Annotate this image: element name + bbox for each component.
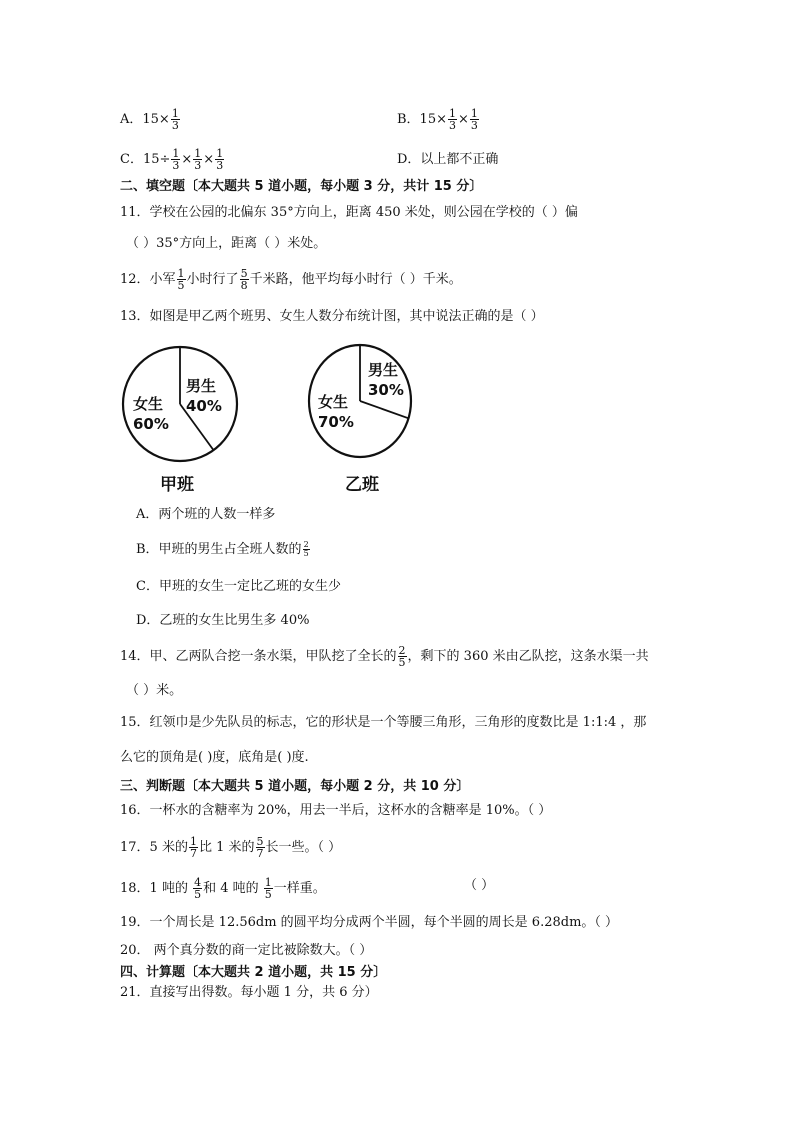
fraction: $\frac{1}{5}$ bbox=[177, 267, 185, 292]
q13-option-a: A．两个班的人数一样多 bbox=[136, 507, 276, 522]
q11-line1: 11．学校在公园的北偏东 35°方向上，距离 450 米处，则公园在学校的（ ）偏 bbox=[120, 205, 578, 220]
fraction: $\frac{1}{3}$ bbox=[449, 107, 456, 132]
q14-line1: 14．甲、乙两队合挖一条水渠，甲队挖了全长的 $\frac{2}{5}$ ，剩下的 360 米由乙队挖，这条水渠一共 bbox=[120, 644, 649, 669]
q12: 12．小军 $\frac{1}{5}$ 小时行了 $\frac{5}{8}$ 千米路，他平均每小时行（ ）千米。 bbox=[120, 267, 462, 292]
q13-option-b: B．甲班的男生占全班人数的 $\frac{2}{5}$ bbox=[136, 540, 309, 558]
fraction: $\frac{2}{5}$ bbox=[398, 644, 406, 669]
section4-heading: 四、计算题〔本大题共 2 道小题，共 15 分〕 bbox=[120, 965, 387, 980]
fraction: $\frac{1}{5}$ bbox=[264, 876, 272, 901]
q18-answer-paren: （ ） bbox=[464, 878, 495, 893]
q20: 20． 两个真分数的商一定比被除数大。（ ） bbox=[120, 943, 373, 958]
q10-option-c-prefix: C．15÷ bbox=[120, 152, 171, 167]
q13-text: 13．如图是甲乙两个班男、女生人数分布统计图，其中说法正确的是（ ） bbox=[120, 309, 544, 324]
section3-heading: 三、判断题〔本大题共 5 道小题，每小题 2 分，共 10 分〕 bbox=[120, 779, 470, 794]
q10-option-a bbox=[120, 108, 181, 131]
fraction: $\frac{1}{3}$ bbox=[172, 147, 180, 172]
q10-option-d: D．以上都不正确 bbox=[397, 152, 499, 167]
fraction: $\frac{2}{5}$ bbox=[303, 540, 309, 558]
fraction: $\frac{1}{3}$ bbox=[216, 147, 224, 172]
q10-option-b-prefix: B．15× bbox=[397, 112, 447, 127]
q15-line1: 15．红领巾是少先队员的标志，它的形状是一个等腰三角形，三角形的度数比是 1:1:4 ，那 bbox=[120, 715, 647, 730]
pie-label-girls-a: 女生 60% bbox=[133, 395, 169, 433]
pie-title-class-a: 甲班 bbox=[160, 475, 194, 495]
q13-option-c: C．甲班的女生一定比乙班的女生少 bbox=[136, 579, 341, 594]
fraction: $\frac{5}{7}$ bbox=[256, 835, 264, 860]
fraction: $\frac{1}{3}$ bbox=[171, 107, 179, 132]
fraction: $\frac{1}{3}$ bbox=[470, 107, 478, 132]
pie-title-class-b: 乙班 bbox=[345, 475, 379, 495]
q18: 18．1 吨的 $\frac{4}{5}$ 和 4 吨的 $\frac{1}{5}$ 一样重。 bbox=[120, 876, 326, 901]
q11-line2: （ ）35°方向上，距离（ ）米处。 bbox=[126, 236, 327, 251]
q19: 19．一个周长是 12.56dm 的圆平均分成两个半圆，每个半圆的周长是 6.28dm。（ ） bbox=[120, 915, 619, 930]
pie-label-girls-b: 女生 70% bbox=[318, 393, 354, 431]
q10-option-c: C．15÷ $\frac{1}{3}$ × $\frac{1}{3}$ × $\frac{1}{3}$ bbox=[120, 147, 224, 172]
fraction: $\frac{1}{3}$ bbox=[194, 147, 202, 172]
q14-line2: （ ）米。 bbox=[126, 683, 183, 698]
fraction: $\frac{5}{8}$ bbox=[240, 267, 248, 292]
pie-chart-class-b bbox=[306, 342, 414, 460]
pie-label-boys-b: 男生 30% bbox=[368, 361, 404, 399]
pie-chart-class-a bbox=[120, 344, 240, 464]
q10-option-b: B．15× $\frac{1}{3}$ × $\frac{1}{3}$ bbox=[397, 107, 478, 132]
q16: 16．一杯水的含糖率为 20%，用去一半后，这杯水的含糖率是 10%。（ ） bbox=[120, 803, 552, 818]
q15-line2: 么它的顶角是( )度，底角是( )度. bbox=[120, 750, 309, 765]
fraction: $\frac{4}{5}$ bbox=[194, 876, 202, 901]
q13-option-d: D．乙班的女生比男生多 40% bbox=[136, 613, 310, 628]
q10-option-a-prefix: A．15× bbox=[120, 112, 170, 127]
section2-heading: 二、填空题〔本大题共 5 道小题，每小题 3 分，共计 15 分〕 bbox=[120, 179, 483, 194]
fraction: $\frac{1}{7}$ bbox=[189, 835, 197, 860]
q21: 21．直接写出得数。每小题 1 分，共 6 分） bbox=[120, 985, 378, 1000]
pie-label-boys-a: 男生 40% bbox=[186, 377, 222, 415]
q17: 17．5 米的 $\frac{1}{7}$ 比 1 米的 $\frac{5}{7}$ 长一些。（ ） bbox=[120, 835, 342, 860]
